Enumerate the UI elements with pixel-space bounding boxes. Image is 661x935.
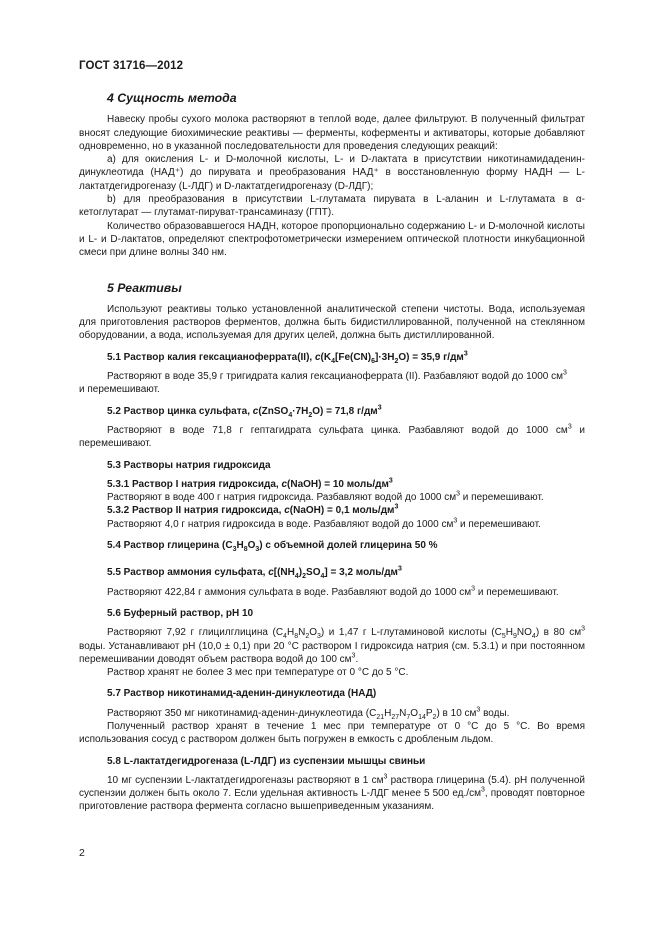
subsection-5-7-title: 5.7 Раствор никотинамид-аденин-динуклеотида (НАД) — [107, 688, 377, 700]
subsection-5-8-title: 5.8 L-лактатдегидрогеназа (L-ЛДГ) из суспензии мышцы свиньи — [107, 755, 426, 767]
subsection-5-2-text: Растворяют в воде 71,8 г гептагидрата сульфата цинка. Разбавляют водой до 1000 $см^3$ и перемешивают. — [79, 423, 585, 450]
section-4-title: 4 Сущность метода — [107, 91, 237, 105]
document-body — [79, 92, 585, 814]
subsection-5-5-text: Растворяют 422,84 г аммония сульфата в воде. Разбавляют водой до 1000 $см^3$ и перемешивают. — [107, 585, 559, 598]
subsection-5-3-1-text: Растворяют в воде 400 г натрия гидроксида. Разбавляют водой до 1000 $см^3$ и перемешивают. — [107, 490, 544, 504]
section-4-item-a: а) для окисления L- и D-молочной кислоты, L- и D-лактата в присутствии никотинамидаденин-динуклеотида (НАД⁺) до пирувата и преобразования НАД⁺ в восстановленную форму НАДН — L-лактатдегидрогеназу (L-ЛДГ) и D-лактатдегидрогеназу (D-ЛДГ); — [79, 154, 585, 192]
page-number: 2 — [79, 847, 85, 859]
document-header: ГОСТ 31716—2012 — [79, 60, 184, 72]
subsection-5-4-title: 5.4 Раствор глицерина $(C_3H_8O_3)$ с объемной долей глицерина 50 % — [107, 540, 438, 554]
subsection-5-7-storage: Полученный раствор хранят в течение 1 мес при температуре от 0 °С до 5 °С. Во время использования сосуд с раствором должен быть погружен в емкость с дробленым льдом. — [79, 720, 585, 746]
section-4-paragraph: Количество образовавшегося НАДН, которое пропорционально содержанию L- и D-молочной кислоты и L- и D-лактатов, определяют спектрофотометрически измерением оптической плотности инкубационной смеси при длине волны 340 нм. — [79, 220, 585, 259]
subsection-5-1-text: Растворяют в воде 35,9 г тригидрата калия гексацианоферрата (II). Разбавляют водой до 1000 $см^3$ и перемешивают. — [79, 369, 567, 396]
subsection-5-3-title: 5.3 Растворы натрия гидроксида — [107, 459, 271, 471]
section-4-item-b: b) для преобразования в присутствии L-глутамата пирувата в L-аланин и L-глутамата в α-кетоглутарат — глутамат-пируват-трансаминазу (ГПТ). — [79, 194, 585, 219]
subsection-5-5-title: 5.5 Раствор аммония сульфата, $c[(NH_4)_2SO_4] = 3,2$ моль/$дм^3$ — [107, 565, 402, 581]
subsection-5-3-2-text: Растворяют 4,0 г натрия гидроксида в воде. Разбавляют водой до 1000 $см^3$ и перемешивают. — [107, 517, 541, 530]
subsection-5-6-title: 5.6 Буферный раствор, рН 10 — [107, 607, 254, 619]
subsection-5-1-title: 5.1 Раствор калия гексацианоферрата(II), $c(K_4[Fe(CN)_6]\cdot 3H_2O) = 35,9$ $г/дм^3$ — [107, 350, 468, 365]
subsection-5-6-storage: Раствор хранят не более 3 мес при температуре от 0 °С до 5 °С. — [107, 667, 409, 679]
section-5-paragraph: Используют реактивы только установленной аналитической степени чистоты. Вода, используемая для приготовления растворов ферментов, должна быть бидистиллированной, полученной на стеклянном оборудовании, а вода, используемая для других целей, должна быть дистиллированной. — [79, 303, 585, 342]
subsection-5-2-title: 5.2 Раствор цинка сульфата, $c(ZnSO_4\cdot 7H_2O) = 71,8$ $г/дм^3$ — [107, 404, 382, 419]
subsection-5-8-text: 10 мг суспензии L-лактатдегидрогеназы растворяют в 1 $см^3$ раствора глицерина (5.4). рН полученной суспензии должен быть около 7. Если удельная активность L-ЛДГ менее 5 500 $ед./см^3$, проводят повторное приготовление раствора фермента согласно вышеприведенным указаниям. — [79, 773, 585, 813]
subsection-5-3-2-title: 5.3.2 Раствор II натрия гидроксида, c(NaOH) = 0,1 моль/$дм^3$ — [107, 504, 399, 517]
section-5-title: 5 Реактивы — [107, 280, 182, 295]
subsection-5-6-text: Растворяют 7,92 г глицилглицина $(C_4H_8N_2O_3)$ и 1,47 г L-глутаминовой кислоты $(C_5H_9NO_4)$ в 80 $см^3$ воды. Устанавливают рН (10,0 ± 0,1) при 20 °С раствором I гидроксида натрия (см. 5.3.1) и при постоянном перемешивании доводят объем раствора водой до 100 $см^3$. — [79, 625, 585, 665]
subsection-5-3-1-title: 5.3.1 Раствор I натрия гидроксида, c(NaOH) = 10 моль/$дм^3$ — [107, 477, 393, 490]
section-4-paragraph: Навеску пробы сухого молока растворяют в теплой воде, далее фильтруют. В полученный фильтрат вносят следующие биохимические реактивы — ферменты, коферменты и активаторы, которые добавляют одновременно, но в указанной последовательности для проведения следующих реакций: — [79, 114, 585, 152]
subsection-5-7-text: Растворяют 350 мг никотинамид-аденин-динуклеотида $(C_{21}H_{27}N_7O_{14}P_2)$ в 10 $см^3$ воды. — [107, 706, 510, 721]
